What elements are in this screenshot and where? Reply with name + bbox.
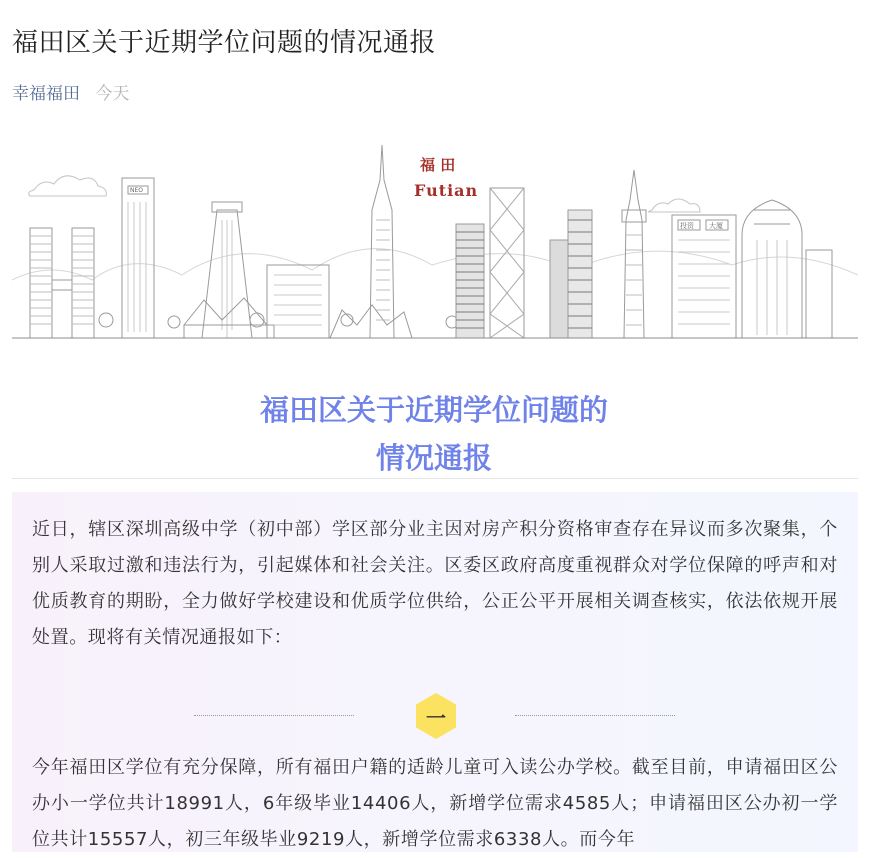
section-divider	[12, 692, 858, 740]
dotted-line-right	[515, 715, 675, 716]
hexagon-badge	[415, 692, 457, 740]
paragraph-section1: 今年福田区学位有充分保障，所有福田户籍的适龄儿童可入读公办学校。截至目前，申请福田区公办小一学位共计18991人，6年级毕业14406人，新增学位需求4585人；申请福田区公办初一学位共计15557人，初三年级毕业9219人，新增学位需求6338人。而今年	[32, 757, 838, 850]
section-number: 一	[426, 705, 446, 730]
article-title: 福田区关于近期学位问题的情况通报	[12, 28, 437, 58]
sign-building2: 大厦	[709, 222, 723, 230]
divider-line	[12, 478, 858, 479]
paragraph-intro: 近日，辖区深圳高级中学（初中部）学区部分业主因对房产积分资格审查存在异议而多次聚集，个别人采取过激和违法行为，引起媒体和社会关注。区委区政府高度重视群众对学位保障的呼声和对优质教育的期盼，全力做好学校建设和优质学位供给，公正公平开展相关调查核实，依法依规开展处置。现将有关情况通报如下：	[32, 519, 838, 648]
logo-en-text: Futian	[414, 181, 479, 200]
article-meta	[12, 79, 129, 104]
dotted-line-left	[194, 715, 354, 716]
content-box	[12, 492, 858, 852]
headline-line2: 情况通报	[375, 441, 492, 475]
headline-line1: 福田区关于近期学位问题的	[259, 393, 608, 427]
publish-date: 今天	[95, 84, 130, 104]
logo-cn-text: 福 田	[420, 156, 456, 174]
headline	[0, 386, 868, 482]
futian-skyline-banner	[12, 140, 858, 340]
author-link[interactable]: 幸福福田	[12, 84, 80, 104]
neo-sign: NEO	[130, 187, 144, 194]
sign-building1: 投资	[680, 222, 694, 230]
